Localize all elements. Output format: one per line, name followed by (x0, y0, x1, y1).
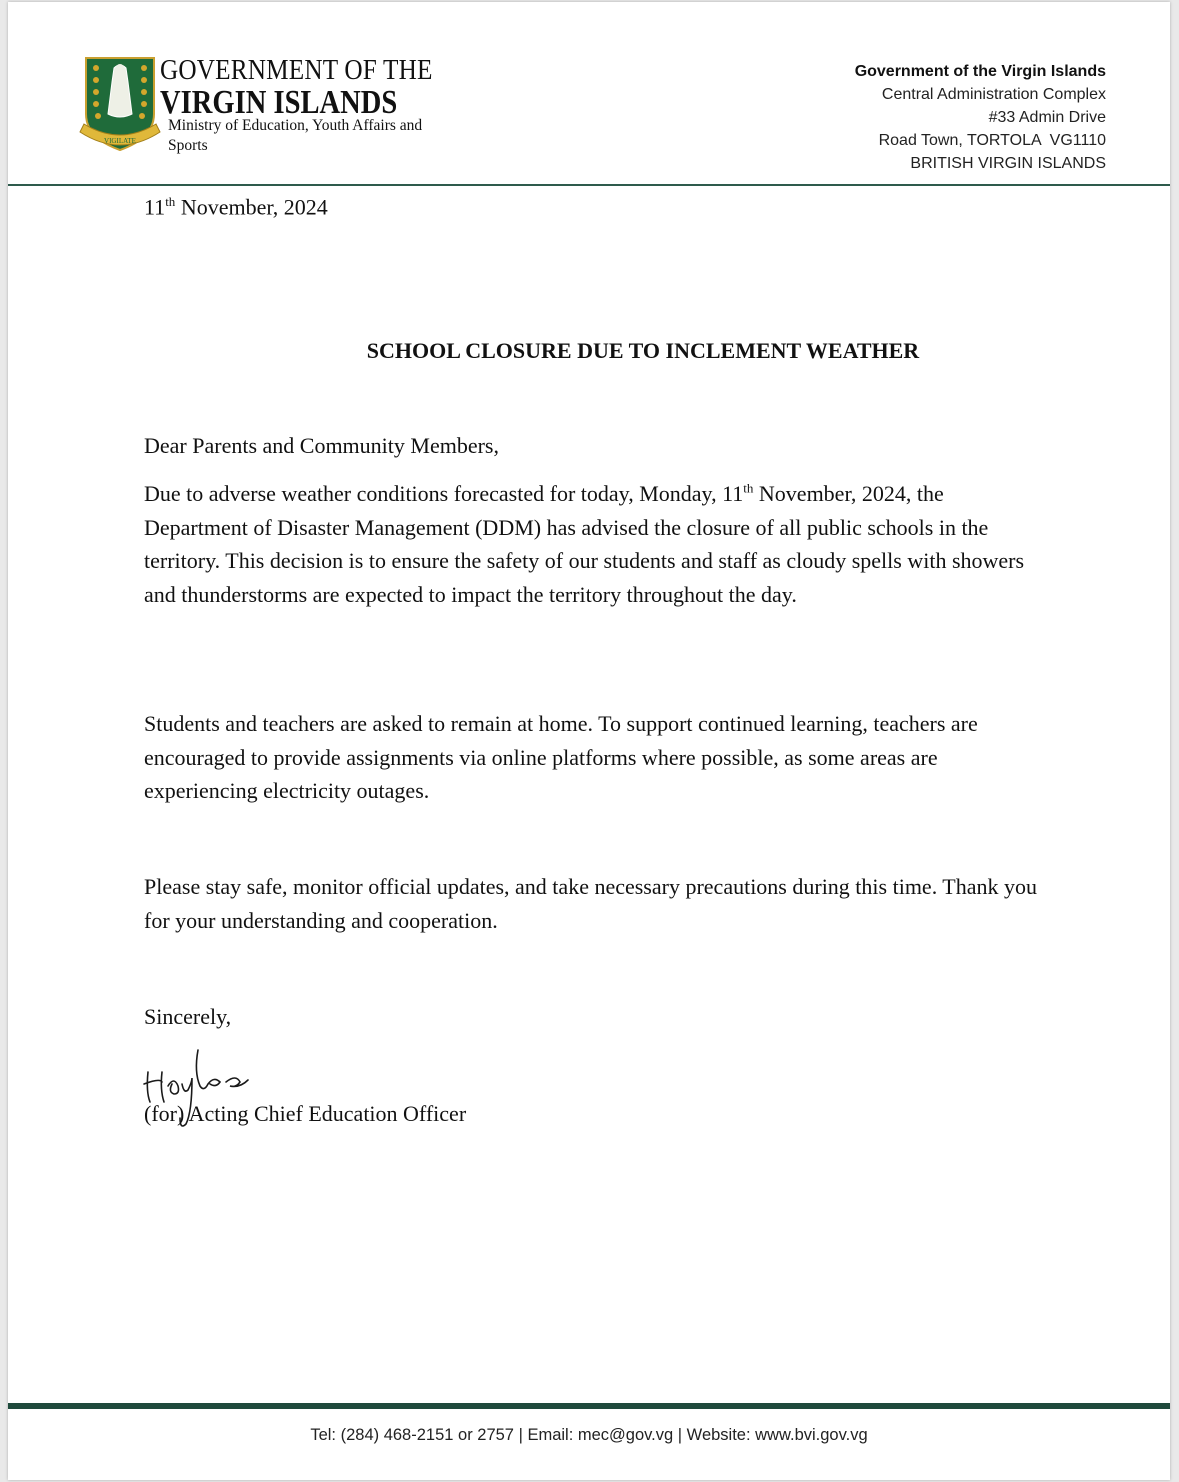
signatory: (for) Acting Chief Education Officer (144, 1101, 467, 1126)
address-line1: Government of the Virgin Islands (854, 63, 1106, 80)
date-suffix: th (165, 194, 176, 209)
closing: Sincerely, (144, 1004, 232, 1029)
coat-of-arms-icon (74, 54, 166, 158)
paragraph-2: Students and teachers are asked to remain at home. To support continued learning, teachers are encouraged to provide assignments via online platforms where possible, as some areas are experiencing electricity outages. (144, 711, 978, 803)
footer-website: Website: www.bvi.gov.vg (686, 1426, 868, 1444)
gov-title-line1: GOVERNMENT OF THE (160, 54, 433, 86)
header-divider (8, 184, 1170, 186)
address-line5: BRITISH VIRGIN ISLANDS (910, 155, 1106, 172)
ministry-name: Ministry of Education, Youth Affairs and Sports (168, 117, 423, 154)
footer-email: Email: mec@gov.vg (527, 1426, 674, 1444)
government-title (160, 56, 473, 120)
footer-divider (8, 1403, 1170, 1409)
footer-tel: Tel: (284) 468-2151 or 2757 (310, 1426, 514, 1444)
address-line3: #33 Admin Drive (988, 109, 1106, 126)
paragraph-1-part2: November, 2024, the Department of Disaster Management (DDM) has advised the closure of all public schools in the territory. This decision is to ensure the safety of our students and staff as cloudy spells with showers and thunderstorms are expected to impact the territory throughout the day. (144, 481, 1025, 607)
letter-page (8, 2, 1170, 1480)
sender-address (855, 60, 1106, 175)
gov-title-line2: VIRGIN ISLANDS (160, 84, 398, 121)
paragraph-1-part1: Due to adverse weather conditions forecasted for today, Monday, 11 (144, 481, 744, 506)
address-line2: Central Administration Complex (881, 86, 1106, 103)
paragraph-1-sup: th (743, 480, 754, 496)
paragraph-3: Please stay safe, monitor official updates, and take necessary precautions during this time. Thank you for your understanding and cooperation. (144, 874, 1037, 933)
date-rest: November, 2024 (175, 194, 328, 220)
letter-heading: SCHOOL CLOSURE DUE TO INCLEMENT WEATHER (366, 338, 920, 363)
salutation: Dear Parents and Community Members, (144, 433, 499, 458)
footer-contact: Tel: (284) 468-2151 or 2757 | Email: mec@gov.vg | Website: www.bvi.gov.vg (310, 1426, 868, 1444)
paragraph-1 (144, 477, 1044, 611)
letter-date (144, 194, 328, 220)
address-line4: Road Town, TORTOLA VG1110 (878, 132, 1106, 149)
date-day: 11 (144, 194, 166, 220)
crest-motto: VIGILATE (104, 137, 136, 145)
